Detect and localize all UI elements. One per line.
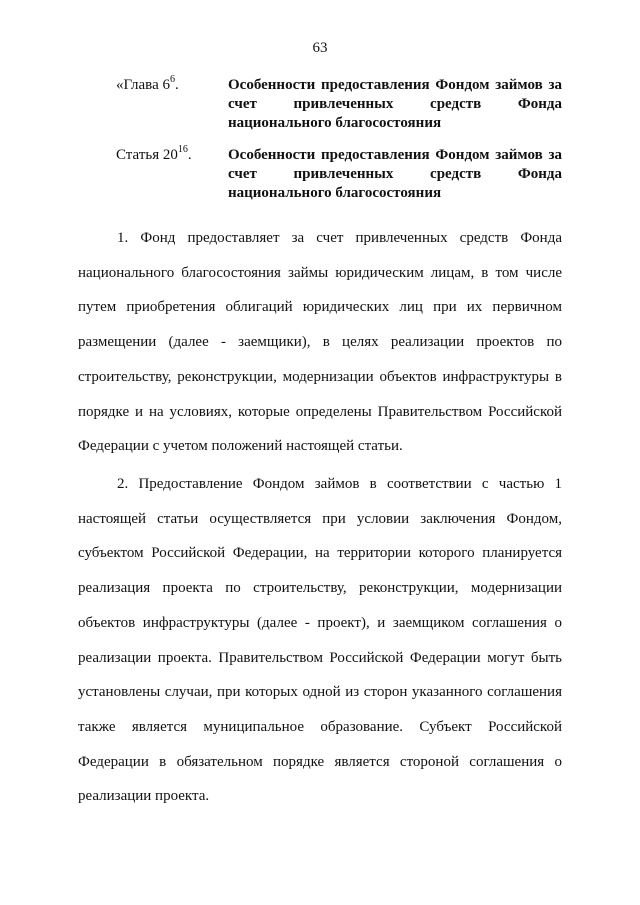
article-label-suffix: .	[187, 147, 192, 163]
article-label	[116, 146, 192, 165]
page-number: 63	[312, 40, 328, 56]
paragraph-2: 2. Предоставление Фондом займов в соответствии с частью 1 настоящей статьи осуществляется при условии заключения Фондом, субъектом Российской Федерации, на территории которого планируется реализация проекта по строительству, реконструкции, модернизации объектов инфраструктуры (далее - проект), и заемщиком соглашения о реализации проекта. Правительством Российской Федерации могут быть установлены случаи, при которых одной из сторон указанного соглашения также является муниципальное образование. Субъект Российской Федерации в обязательном порядке является стороной соглашения о реализации проекта.	[78, 476, 562, 805]
chapter-label-text: «Глава 6	[116, 77, 170, 93]
article-label-superscript: 16	[177, 144, 188, 155]
chapter-label-suffix: .	[174, 77, 179, 93]
article-title: Особенности предоставления Фондом займов за счет привлеченных средств Фонда национального благосостояния	[228, 147, 562, 201]
chapter-label-superscript: 6	[169, 74, 175, 85]
article-label-text: Статья 20	[116, 147, 178, 163]
paragraph-1: 1. Фонд предоставляет за счет привлеченных средств Фонда национального благосостояния займы юридическим лицам, в том числе путем приобретения облигаций юридических лиц при их первичном размещении (далее - заемщики), в целях реализации проектов по строительству, реконструкции, модернизации объектов инфраструктуры в порядке и на условиях, которые определены Правительством Российской Федерации с учетом положений настоящей статьи.	[78, 230, 562, 455]
chapter-label	[116, 76, 179, 95]
chapter-title: Особенности предоставления Фондом займов за счет привлеченных средств Фонда национального благосостояния	[228, 77, 562, 131]
